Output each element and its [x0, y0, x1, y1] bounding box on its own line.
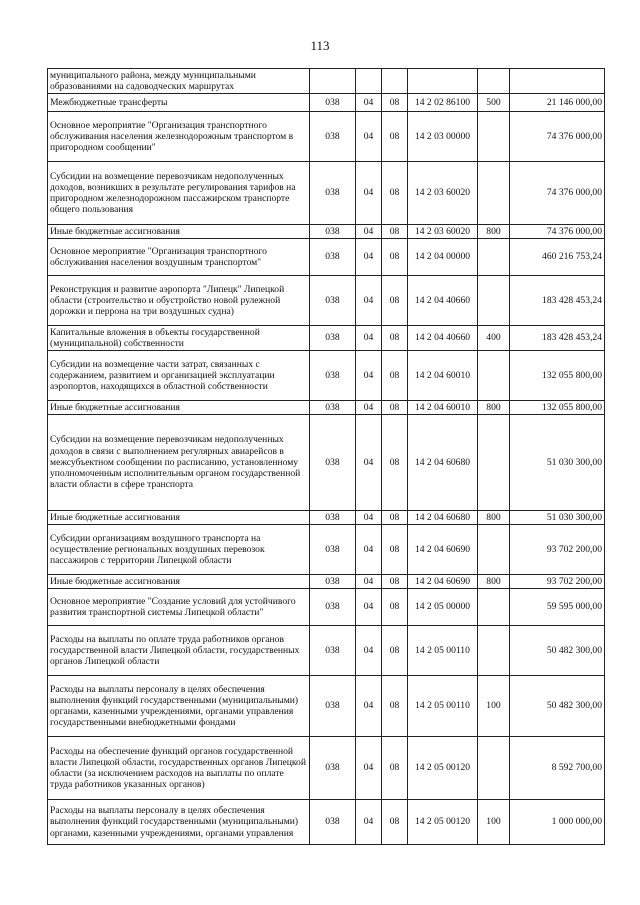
amount-cell: 8 592 700,00 — [510, 737, 605, 800]
table-row — [48, 589, 605, 626]
main-manager-code-cell: 038 — [310, 239, 356, 276]
expense-name-cell: Расходы на выплаты персоналу в целях обеспечения выполнения функций государственными (муниципальными) органами, казенными учреждениями, органами управления — [48, 800, 310, 845]
target-item-code-cell: 14 2 05 00110 — [408, 676, 478, 737]
amount-cell: 51 030 300,00 — [510, 415, 605, 511]
expense-type-code-cell: 800 — [478, 511, 510, 525]
page-number: 113 — [310, 38, 330, 53]
amount-cell: 50 482 300,00 — [510, 676, 605, 737]
main-manager-code-cell: 038 — [310, 415, 356, 511]
main-manager-code-cell: 038 — [310, 737, 356, 800]
table-row — [48, 511, 605, 525]
expense-name-cell: Субсидии на возмещение перевозчикам недополученных доходов, возникших в результате регулирования тарифов на пригородном железнодорожном пассажирском транспорте общего пользования — [48, 162, 310, 225]
section-code-cell: 04 — [356, 162, 382, 225]
subsection-code-cell: 08 — [382, 676, 408, 737]
expense-type-code-cell — [478, 112, 510, 162]
table-row — [48, 401, 605, 415]
main-manager-code-cell: 038 — [310, 94, 356, 112]
table-row — [48, 800, 605, 845]
expense-name-cell: Субсидии организациям воздушного транспорта на осуществление региональных воздушных перевозок пассажиров с территории Липецкой области — [48, 525, 310, 575]
amount-cell: 93 702 200,00 — [510, 525, 605, 575]
section-code-cell — [356, 69, 382, 94]
target-item-code-cell: 14 2 05 00000 — [408, 589, 478, 626]
section-code-cell: 04 — [356, 94, 382, 112]
section-code-cell: 04 — [356, 737, 382, 800]
expense-name-cell: Субсидии на возмещение части затрат, связанных с содержанием, развитием и организацией эксплуатации аэропортов, находящихся в областной собственности — [48, 351, 310, 401]
subsection-code-cell: 08 — [382, 162, 408, 225]
subsection-code-cell: 08 — [382, 800, 408, 845]
expense-type-code-cell — [478, 276, 510, 326]
target-item-code-cell: 14 2 04 40660 — [408, 326, 478, 351]
expense-type-code-cell — [478, 525, 510, 575]
section-code-cell: 04 — [356, 589, 382, 626]
section-code-cell: 04 — [356, 276, 382, 326]
subsection-code-cell: 08 — [382, 415, 408, 511]
subsection-code-cell: 08 — [382, 326, 408, 351]
table-row — [48, 676, 605, 737]
subsection-code-cell: 08 — [382, 737, 408, 800]
expense-name-cell: Расходы на обеспечение функций органов государственной власти Липецкой области, государственных органов Липецкой области (за исключением расходов на выплаты по оплате труда работников указанных органов) — [48, 737, 310, 800]
expense-name-cell: Иные бюджетные ассигнования — [48, 401, 310, 415]
expense-name-cell: муниципального района, между муниципальными образованиями на садоводческих маршрутах — [48, 69, 310, 94]
section-code-cell: 04 — [356, 676, 382, 737]
subsection-code-cell: 08 — [382, 511, 408, 525]
expense-name-cell: Иные бюджетные ассигнования — [48, 225, 310, 239]
expense-type-code-cell: 400 — [478, 326, 510, 351]
table-row — [48, 737, 605, 800]
expense-name-cell: Расходы на выплаты по оплате труда работников органов государственной власти Липецкой области, государственных органов Липецкой области — [48, 626, 310, 676]
amount-cell: 74 376 000,00 — [510, 225, 605, 239]
section-code-cell: 04 — [356, 112, 382, 162]
table-row — [48, 575, 605, 589]
main-manager-code-cell: 038 — [310, 589, 356, 626]
target-item-code-cell: 14 2 05 00110 — [408, 626, 478, 676]
target-item-code-cell: 14 2 04 60690 — [408, 525, 478, 575]
expense-type-code-cell: 500 — [478, 94, 510, 112]
expense-type-code-cell: 100 — [478, 800, 510, 845]
subsection-code-cell: 08 — [382, 626, 408, 676]
table-row — [48, 351, 605, 401]
amount-cell: 460 216 753,24 — [510, 239, 605, 276]
expense-type-code-cell: 100 — [478, 676, 510, 737]
target-item-code-cell: 14 2 02 86100 — [408, 94, 478, 112]
subsection-code-cell: 08 — [382, 276, 408, 326]
budget-table — [47, 68, 605, 845]
main-manager-code-cell: 038 — [310, 326, 356, 351]
expense-type-code-cell: 800 — [478, 225, 510, 239]
main-manager-code-cell: 038 — [310, 575, 356, 589]
section-code-cell: 04 — [356, 351, 382, 401]
main-manager-code-cell: 038 — [310, 162, 356, 225]
subsection-code-cell: 08 — [382, 589, 408, 626]
table-row — [48, 162, 605, 225]
table-row — [48, 415, 605, 511]
main-manager-code-cell: 038 — [310, 276, 356, 326]
subsection-code-cell — [382, 69, 408, 94]
expense-name-cell: Основное мероприятие "Организация транспортного обслуживания населения железнодорожным транспортом в пригородном сообщении" — [48, 112, 310, 162]
expense-type-code-cell — [478, 415, 510, 511]
table-row — [48, 239, 605, 276]
subsection-code-cell: 08 — [382, 112, 408, 162]
main-manager-code-cell — [310, 69, 356, 94]
amount-cell: 1 000 000,00 — [510, 800, 605, 845]
target-item-code-cell: 14 2 04 60680 — [408, 511, 478, 525]
subsection-code-cell: 08 — [382, 351, 408, 401]
main-manager-code-cell: 038 — [310, 676, 356, 737]
amount-cell: 132 055 800,00 — [510, 351, 605, 401]
expense-type-code-cell: 800 — [478, 575, 510, 589]
section-code-cell: 04 — [356, 239, 382, 276]
expense-type-code-cell: 800 — [478, 401, 510, 415]
main-manager-code-cell: 038 — [310, 511, 356, 525]
main-manager-code-cell: 038 — [310, 225, 356, 239]
amount-cell: 93 702 200,00 — [510, 575, 605, 589]
expense-name-cell: Субсидии на возмещение перевозчикам недополученных доходов в связи с выполнением регулярных авиарейсов в межсубъектном сообщении по расписанию, установленному уполномоченным исполнительным органом государственной власти области в сфере транспорта — [48, 415, 310, 511]
main-manager-code-cell: 038 — [310, 401, 356, 415]
amount-cell: 74 376 000,00 — [510, 162, 605, 225]
expense-name-cell: Расходы на выплаты персоналу в целях обеспечения выполнения функций государственными (муниципальными) органами, казенными учреждениями, органами управления государственными внебюджетными фондами — [48, 676, 310, 737]
section-code-cell: 04 — [356, 511, 382, 525]
main-manager-code-cell: 038 — [310, 112, 356, 162]
amount-cell: 183 428 453,24 — [510, 326, 605, 351]
amount-cell: 21 146 000,00 — [510, 94, 605, 112]
target-item-code-cell: 14 2 03 60020 — [408, 225, 478, 239]
amount-cell: 51 030 300,00 — [510, 511, 605, 525]
expense-name-cell: Основное мероприятие "Создание условий для устойчивого развития транспортной системы Липецкой области" — [48, 589, 310, 626]
expense-type-code-cell — [478, 162, 510, 225]
table-row — [48, 276, 605, 326]
section-code-cell: 04 — [356, 575, 382, 589]
expense-type-code-cell — [478, 69, 510, 94]
table-row — [48, 94, 605, 112]
target-item-code-cell: 14 2 04 60010 — [408, 351, 478, 401]
main-manager-code-cell: 038 — [310, 525, 356, 575]
amount-cell: 183 428 453,24 — [510, 276, 605, 326]
subsection-code-cell: 08 — [382, 401, 408, 415]
amount-cell: 50 482 300,00 — [510, 626, 605, 676]
table-row — [48, 525, 605, 575]
table-row — [48, 326, 605, 351]
amount-cell: 59 595 000,00 — [510, 589, 605, 626]
expense-type-code-cell — [478, 737, 510, 800]
subsection-code-cell: 08 — [382, 525, 408, 575]
section-code-cell: 04 — [356, 800, 382, 845]
target-item-code-cell: 14 2 03 60020 — [408, 162, 478, 225]
table-row — [48, 69, 605, 94]
amount-cell: 74 376 000,00 — [510, 112, 605, 162]
main-manager-code-cell: 038 — [310, 800, 356, 845]
target-item-code-cell: 14 2 03 00000 — [408, 112, 478, 162]
section-code-cell: 04 — [356, 415, 382, 511]
subsection-code-cell: 08 — [382, 225, 408, 239]
target-item-code-cell: 14 2 04 40660 — [408, 276, 478, 326]
expense-type-code-cell — [478, 626, 510, 676]
expense-name-cell: Иные бюджетные ассигнования — [48, 511, 310, 525]
section-code-cell: 04 — [356, 626, 382, 676]
amount-cell: 132 055 800,00 — [510, 401, 605, 415]
section-code-cell: 04 — [356, 525, 382, 575]
expense-name-cell: Реконструкция и развитие аэропорта "Липецк" Липецкой области (строительство и обустройство новой рулежной дорожки и перрона на три воздушных судна) — [48, 276, 310, 326]
target-item-code-cell: 14 2 05 00120 — [408, 737, 478, 800]
subsection-code-cell: 08 — [382, 94, 408, 112]
expense-type-code-cell — [478, 351, 510, 401]
expense-name-cell: Капитальные вложения в объекты государственной (муниципальной) собственности — [48, 326, 310, 351]
section-code-cell: 04 — [356, 401, 382, 415]
table-row — [48, 112, 605, 162]
section-code-cell: 04 — [356, 326, 382, 351]
subsection-code-cell: 08 — [382, 239, 408, 276]
expense-name-cell: Основное мероприятие "Организация транспортного обслуживания населения воздушным транспортом" — [48, 239, 310, 276]
target-item-code-cell — [408, 69, 478, 94]
expense-type-code-cell — [478, 589, 510, 626]
table-row — [48, 626, 605, 676]
main-manager-code-cell: 038 — [310, 351, 356, 401]
budget-table-body — [48, 69, 605, 845]
expense-name-cell: Межбюджетные трансферты — [48, 94, 310, 112]
section-code-cell: 04 — [356, 225, 382, 239]
main-manager-code-cell: 038 — [310, 626, 356, 676]
target-item-code-cell: 14 2 04 00000 — [408, 239, 478, 276]
amount-cell — [510, 69, 605, 94]
target-item-code-cell: 14 2 04 60690 — [408, 575, 478, 589]
target-item-code-cell: 14 2 04 60010 — [408, 401, 478, 415]
subsection-code-cell: 08 — [382, 575, 408, 589]
expense-type-code-cell — [478, 239, 510, 276]
target-item-code-cell: 14 2 05 00120 — [408, 800, 478, 845]
expense-name-cell: Иные бюджетные ассигнования — [48, 575, 310, 589]
target-item-code-cell: 14 2 04 60680 — [408, 415, 478, 511]
table-row — [48, 225, 605, 239]
